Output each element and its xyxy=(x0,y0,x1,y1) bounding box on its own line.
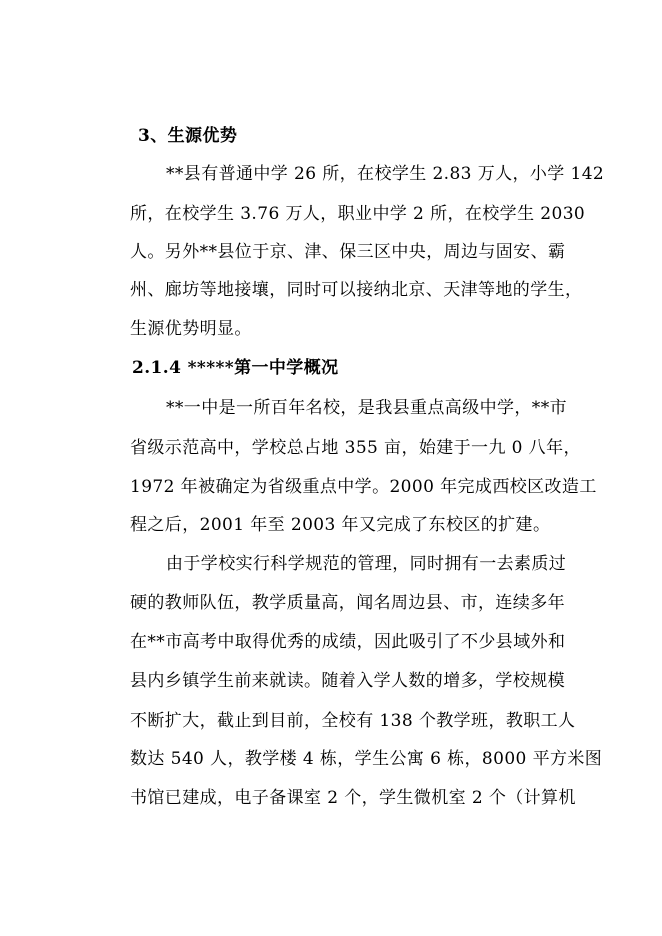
paragraph-1-line-2: 所，在校学生 3.76 万人，职业中学 2 所，在校学生 2030 xyxy=(130,204,586,224)
section-title: 3、生源优势 xyxy=(138,126,238,146)
paragraph-3-line-3: 在**市高考中取得优秀的成绩，因此吸引了不少县域外和 xyxy=(130,632,566,652)
paragraph-3-line-6: 数达 540 人，教学楼 4 栋，学生公寓 6 栋，8000 平方米图 xyxy=(130,749,603,769)
subsection-title: 2.1.4 *****第一中学概况 xyxy=(132,358,339,378)
paragraph-2-line-2: 省级示范高中，学校总占地 355 亩，始建于一九 0 八年， xyxy=(130,438,581,458)
paragraph-1-line-5: 生源优势明显。 xyxy=(130,319,252,339)
paragraph-2-line-1: **一中是一所百年名校，是我县重点高级中学，**市 xyxy=(166,398,567,418)
paragraph-3-line-7: 书馆已建成，电子备课室 2 个，学生微机室 2 个（计算机 xyxy=(130,788,576,808)
paragraph-3-line-4: 县内乡镇学生前来就读。随着入学人数的增多，学校规模 xyxy=(130,671,565,691)
paragraph-2-line-4: 程之后，2001 年至 2003 年又完成了东校区的扩建。 xyxy=(130,515,551,535)
paragraph-3-line-2: 硬的教师队伍，教学质量高，闻名周边县、市，连续多年 xyxy=(130,593,565,613)
paragraph-1-line-1: **县有普通中学 26 所，在校学生 2.83 万人，小学 142 xyxy=(166,164,605,184)
paragraph-1-line-4: 州、廊坊等地接壤，同时可以接纳北京、天津等地的学生， xyxy=(130,280,583,300)
paragraph-3-line-1: 由于学校实行科学规范的管理，同时拥有一去素质过 xyxy=(166,554,567,574)
paragraph-1-line-3: 人。另外**县位于京、津、保三区中央，周边与固安、霸 xyxy=(130,242,566,262)
paragraph-2-line-3: 1972 年被确定为省级重点中学。2000 年完成西校区改造工 xyxy=(130,477,597,497)
paragraph-3-line-5: 不断扩大，截止到目前，全校有 138 个教学班，教职工人 xyxy=(130,711,576,731)
